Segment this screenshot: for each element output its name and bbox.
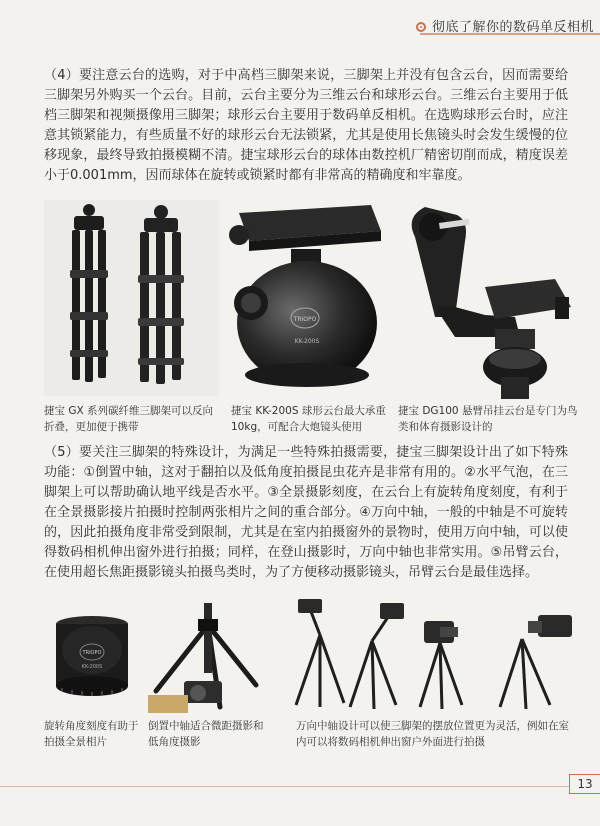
inverted-column-photo (148, 595, 266, 713)
caption-gimbal-head: 捷宝 DG100 悬臂吊挂云台是专门为鸟类和体育摄影设计的 (398, 405, 578, 433)
circle-bullet-icon (416, 22, 426, 32)
caption-carbon-tripod: 捷宝 GX 系列碳纤维三脚架可以反向折叠，更加便于携带 (44, 405, 214, 433)
ball-head-brand-label: TRIOPO (293, 316, 317, 323)
rotation-scale-brand-label: TRIOPO (82, 650, 102, 656)
gimbal-head-photo (395, 197, 576, 399)
rotation-scale-model-label: KK-200S (81, 664, 103, 670)
ball-head-model-label: KK-200S (294, 338, 320, 345)
page-number: 13 (569, 774, 600, 794)
rotation-scale-photo (44, 610, 140, 710)
caption-inverted-column: 倒置中轴适合微距摄影和低角度摄影 (148, 720, 264, 748)
carbon-tripod-photo (44, 200, 219, 396)
running-header-title: 彻底了解你的数码单反相机 (432, 20, 595, 35)
caption-rotation-scale: 旋转角度刻度有助于拍摄全景相片 (44, 720, 139, 748)
caption-universal-column: 万向中轴设计可以使三脚架的摆放位置更为灵活，例如在室内可以将数码相机伸出窗户外面进行拍摄 (296, 720, 569, 748)
paragraph-ball-head: （4）要注意云台的选购，对于中高档三脚架来说，三脚架上并没有包含云台，因而需要给三脚架另外购买一个云台。目前，云台主要分为三维云台和球形云台。三维云台主要用于低档三脚架和视频摄像用三脚架；球形云台主要用于数码单反相机。在选购球形云台时，应注意其锁紧能力，有些质量不好的球形云台无法锁紧，尤其是使用长焦镜头时会发生缓慢的位移现象，最终导致拍摄模糊不清。捷宝球形云台的球体由数控机厂精密切削而成，精度误差小于0.001mm，因而球体在旋转或锁紧时都有非常高的精确度和牢靠度。 (44, 68, 568, 183)
ball-head-photo (221, 183, 393, 396)
paragraph-special-design: （5）要关注三脚架的特殊设计，为满足一些特殊拍摄需要，捷宝三脚架设计出了如下特殊功能：①倒置中轴，这对于翻拍以及低角度拍摄昆虫花卉是非常有用的。②水平气泡，在三脚架上可以帮助确认地平线是否水平。③全景摄影刻度，在云台上有旋转角度刻度，有利于在全景摄影接片拍摄时控制两张相片之间的重合部分。④万向中轴，一般的中轴是不可旋转的，因此拍摄角度非常受到限制，尤其是在室内拍摄窗外的景物时，使用万向中轴，可以使得数码相机伸出窗外进行拍摄；同样，在登山摄影时，万向中轴也非常实用。⑤吊臂云台，在使用超长焦距摄影镜头拍摄鸟类时，为了方便移动摄影镜头，吊臂云台是最佳选择。 (44, 445, 568, 580)
footer-rule (0, 786, 569, 787)
caption-ball-head: 捷宝 KK-200S 球形云台最大承重10kg，可配合大炮镜头使用 (231, 405, 386, 433)
universal-column-photo (290, 595, 580, 713)
